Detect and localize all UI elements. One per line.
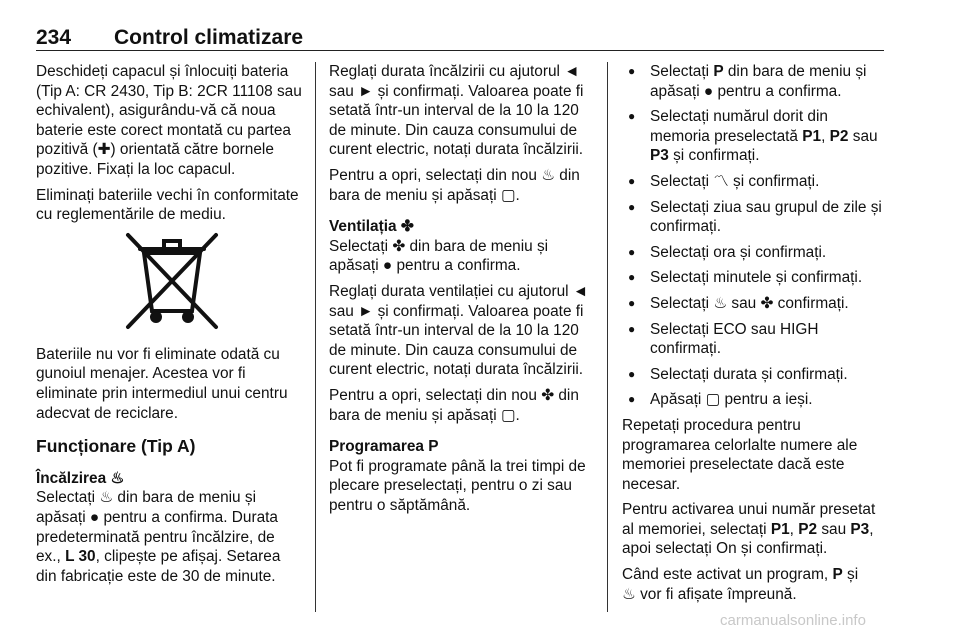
fan-icon: ✤ xyxy=(541,386,555,404)
page-number: 234 xyxy=(36,26,72,49)
list-item: ● Selectați durata și confirmați. xyxy=(622,365,888,385)
heating-icon: ♨ xyxy=(110,469,125,487)
list-item: ● Selectați P din bara de meniu și apăsați ● pentru a confirma. xyxy=(622,62,888,101)
confirm-icon: ● xyxy=(382,257,393,275)
repeat-paragraph: Repetați procedura pentru programarea celorlalte numere ale memoriei preselectate dacă este necesar. xyxy=(622,416,858,493)
section-heading-function: Funcționare (Tip A) xyxy=(36,436,196,457)
heating-icon: ♨ xyxy=(622,585,636,603)
column-divider xyxy=(315,62,316,612)
heating-icon: ♨ xyxy=(541,166,555,184)
list-item: ● Selectați numărul dorit din memoria preselectată P1, P2 sau P3 și confirmați. xyxy=(622,107,888,166)
departure-icon: 〽 xyxy=(713,172,729,190)
battery-paragraph: Deschideți capacul și înlocuiți bateria (Tip A: CR 2430, Tip B: 2CR 11108 sau echivalent), asigurându-vă că noua baterie este corect montată cu partea pozitivă (✚) orientată către bornele pozitive. Fixați la loc capacul. xyxy=(36,63,302,178)
heating-heading: Încălzirea ♨ xyxy=(36,469,125,487)
column-1 xyxy=(36,62,302,592)
exit-icon: ▢ xyxy=(500,406,516,424)
page-title: Control climatizare xyxy=(114,26,304,49)
fan-icon: ✤ xyxy=(760,294,774,312)
activate-paragraph: Pentru activarea unui număr presetat al memoriei, selectați P1, P2 sau P3, apoi selectați On și confirmați. xyxy=(622,501,876,558)
heating-icon: ♨ xyxy=(713,294,728,312)
ventilation-heading: Ventilația ✤ xyxy=(329,218,414,236)
confirm-icon: ● xyxy=(89,508,100,526)
exit-icon: ▢ xyxy=(500,186,516,204)
column-divider xyxy=(607,62,608,612)
list-item: ● Selectați 〽 și confirmați. xyxy=(622,172,888,192)
active-program-paragraph: Când este activat un program, P și ♨ vor fi afișate împreună. xyxy=(622,566,859,603)
heating-duration-paragraph: Reglați durata încălzirii cu ajutorul ◄ sau ► și confirmați. Valoarea poate fi setată într-un interval de la 10 la 120 de minute. Din cauza consumului de curent electric, notați durata încălzirii. xyxy=(329,63,584,159)
programming-heading: Programarea P xyxy=(329,438,439,456)
recycling-paragraph: Bateriile nu vor fi eliminate odată cu gunoiul menajer. Acestea vor fi eliminate prin intermediul unui centru adecvat de reciclare. xyxy=(36,345,288,422)
confirm-icon: ● xyxy=(703,82,714,100)
list-item: ● Selectați minutele și confirmați. xyxy=(622,268,888,288)
disposal-paragraph: Eliminați bateriile vechi în conformitate cu reglementările de mediu. xyxy=(36,186,299,224)
list-item: ● Selectați ora și confirmați. xyxy=(622,243,888,263)
column-2 xyxy=(329,62,595,521)
fan-icon: ✤ xyxy=(400,218,414,236)
heating-stop-paragraph: Pentru a opri, selectați din nou ♨ din bara de meniu și apăsați ▢. xyxy=(329,166,580,204)
fan-icon: ✤ xyxy=(392,237,406,255)
list-item: ● Selectați ECO sau HIGH confirmați. xyxy=(622,320,888,359)
crossed-bin-icon xyxy=(120,231,224,331)
ventilation-duration-paragraph: Reglați durata ventilației cu ajutorul ◄ sau ► și confirmați. Valoarea poate fi setată într-un interval de la 10 la 120 de minute. Din cauza consumului de curent electric, notați durata încălzirii. xyxy=(329,282,589,379)
column-3 xyxy=(622,62,888,610)
page-header xyxy=(36,26,884,51)
list-item: ● Apăsați ▢ pentru a ieși. xyxy=(622,390,888,410)
ventilation-paragraph: Selectați ✤ din bara de meniu și apăsați ● pentru a confirma. xyxy=(329,237,549,275)
list-item: ● Selectați ♨ sau ✤ confirmați. xyxy=(622,294,888,314)
watermark: carmanualsonline.info xyxy=(720,612,866,629)
list-item: ● Selectați ziua sau grupul de zile și confirmați. xyxy=(622,198,888,237)
heating-paragraph: Selectați ♨ din bara de meniu și apăsați ● pentru a confirma. Durata predeterminată pentru încălzire, de ex., L 30, clipește pe afișaj. Setarea din fabricație este de 30 de minute. xyxy=(36,489,281,585)
ventilation-stop-paragraph: Pentru a opri, selectați din nou ✤ din bara de meniu și apăsați ▢. xyxy=(329,386,579,424)
programming-paragraph: Pot fi programate până la trei timpi de plecare preselectați, pentru o zi sau pentru o săptămână. xyxy=(329,457,586,514)
exit-icon: ▢ xyxy=(705,391,721,409)
heating-icon: ♨ xyxy=(99,489,114,507)
